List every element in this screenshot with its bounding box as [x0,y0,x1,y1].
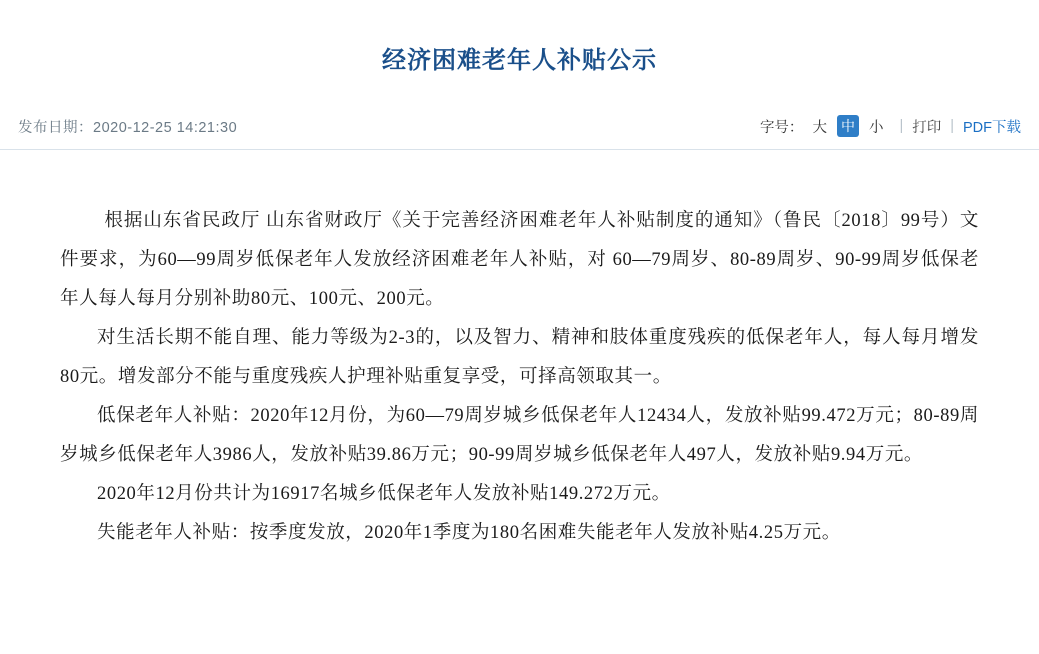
body-paragraph: 2020年12月份共计为16917名城乡低保老年人发放补贴149.272万元。 [97,484,671,504]
document-body [0,150,1039,553]
font-size-medium-button[interactable]: 中 [837,115,859,137]
publish-date-value: 2020-12-25 14:21:30 [93,119,238,136]
font-size-large-button[interactable]: 大 [812,119,827,136]
meta-bar [0,103,1039,150]
font-size-label: 字号： [759,119,804,136]
toolbar [760,115,1021,137]
body-paragraph: 对生活长期不能自理、能力等级为2-3的，以及智力、精神和肢体重度残疾的低保老年人，每人每月增发80元。增发部分不能与重度残疾人护理补贴重复享受，可择高领取其一。 [60,328,979,387]
font-size-small-button[interactable]: 小 [868,119,884,136]
publish-date [18,116,237,137]
publish-date-label: 发布日期： [18,119,93,136]
toolbar-divider-1: | [899,118,904,134]
print-button[interactable]: 打印 [912,119,942,136]
toolbar-divider-2: | [950,118,954,134]
body-paragraph: 失能老年人补贴：按季度发放，2020年1季度为180名困难失能老年人发放补贴4.25万元。 [97,523,841,543]
body-paragraph: 根据山东省民政厅 山东省财政厅《关于完善经济困难老年人补贴制度的通知》（鲁民〔2018〕99号）文件要求，为60—99周岁低保老年人发放经济困难老年人补贴，对 60—79周岁、80-89周岁、90-99周岁低保老年人每人每月分别补助80元、100元、200元。 [60,211,979,309]
body-paragraph: 低保老年人补贴：2020年12月份，为60—79周岁城乡低保老年人12434人，发放补贴99.472万元；80-89周岁城乡低保老年人3986人，发放补贴39.86万元；90-99周岁城乡低保老年人497人，发放补贴9.94万元。 [60,406,979,465]
pdf-download-link[interactable]: PDF下载 [963,119,1021,136]
page-title: 经济困难老年人补贴公示 [382,47,657,74]
